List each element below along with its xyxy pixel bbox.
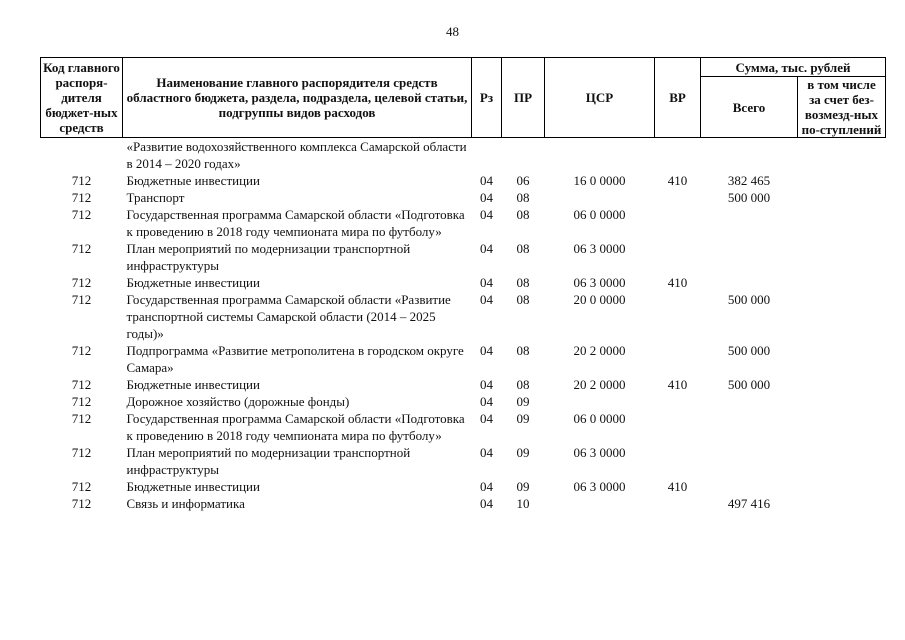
cell-total: 500 000: [727, 377, 771, 392]
cell-name: Связь и информатика: [126, 496, 245, 511]
cell-code: 712: [71, 241, 92, 256]
table-row: [41, 495, 886, 512]
cell-code: 712: [71, 479, 92, 494]
cell-total: [701, 444, 798, 478]
cell-total: 500 000: [727, 292, 771, 307]
table-header: [41, 58, 886, 138]
header-name: Наименование главного распорядителя средств областного бюджета, раздела, подраздела, целевой статьи, подгруппы видов расходов: [123, 58, 472, 138]
cell-csr: [545, 189, 655, 206]
cell-rz: 04: [480, 207, 493, 222]
cell-incl: [798, 444, 886, 478]
cell-code: 712: [71, 292, 92, 307]
cell-incl: [798, 274, 886, 291]
table-row: [41, 444, 886, 478]
cell-csr: 16 0 0000: [573, 173, 626, 188]
cell-vr: [655, 342, 701, 376]
cell-vr: [655, 291, 701, 342]
cell-csr: [545, 495, 655, 512]
cell-pr: [502, 138, 545, 173]
header-incl: в том числе за счет без-возмезд-ных по-ступлений: [798, 77, 886, 138]
cell-incl: [798, 189, 886, 206]
cell-total: [701, 478, 798, 495]
cell-pr: 08: [516, 377, 530, 392]
table-body: [41, 138, 886, 513]
cell-incl: [798, 478, 886, 495]
cell-total: 382 465: [727, 173, 771, 188]
cell-rz: 04: [480, 190, 493, 205]
cell-vr: [655, 189, 701, 206]
cell-incl: [798, 376, 886, 393]
cell-rz: 04: [480, 343, 493, 358]
cell-vr: [655, 393, 701, 410]
cell-total: 500 000: [727, 190, 771, 205]
cell-total: [701, 206, 798, 240]
cell-incl: [798, 172, 886, 189]
cell-csr: 06 0 0000: [573, 207, 626, 222]
cell-vr: [655, 444, 701, 478]
cell-pr: 08: [516, 275, 530, 290]
cell-rz: [472, 138, 502, 173]
cell-name: Подпрограмма «Развитие метрополитена в городском округе Самара»: [126, 343, 464, 375]
cell-incl: [798, 342, 886, 376]
cell-vr: 410: [667, 377, 688, 392]
cell-rz: 04: [480, 275, 493, 290]
cell-csr: 20 2 0000: [573, 377, 626, 392]
cell-pr: 08: [516, 190, 530, 205]
cell-vr: 410: [667, 173, 688, 188]
cell-pr: 09: [516, 394, 530, 409]
cell-rz: 04: [480, 292, 493, 307]
cell-vr: [655, 206, 701, 240]
header-pr: ПР: [502, 58, 545, 138]
table-row: [41, 189, 886, 206]
cell-csr: [545, 138, 655, 173]
cell-code: 712: [71, 394, 92, 409]
cell-code: 712: [71, 496, 92, 511]
table-row: [41, 410, 886, 444]
table-row: [41, 274, 886, 291]
cell-rz: 04: [480, 479, 493, 494]
cell-code: 712: [71, 411, 92, 426]
budget-table: [40, 57, 886, 512]
cell-incl: [798, 240, 886, 274]
cell-name: Бюджетные инвестиции: [126, 173, 260, 188]
cell-code: [41, 138, 123, 173]
cell-total: [701, 393, 798, 410]
cell-vr: 410: [667, 275, 688, 290]
table-row: [41, 206, 886, 240]
cell-csr: 06 0 0000: [573, 411, 626, 426]
table-row: [41, 172, 886, 189]
cell-rz: 04: [480, 394, 493, 409]
header-sum: Сумма, тыс. рублей: [701, 58, 886, 77]
cell-csr: 06 3 0000: [573, 275, 626, 290]
cell-code: 712: [71, 343, 92, 358]
page-number: 48: [446, 24, 459, 39]
cell-csr: [545, 393, 655, 410]
cell-incl: [798, 410, 886, 444]
cell-vr: 410: [667, 479, 688, 494]
table-row: [41, 291, 886, 342]
cell-code: 712: [71, 275, 92, 290]
cell-name: План мероприятий по модернизации транспортной инфраструктуры: [126, 445, 411, 477]
cell-total: [701, 138, 798, 173]
cell-vr: [655, 495, 701, 512]
table-row: [41, 478, 886, 495]
cell-total: 497 416: [727, 496, 771, 511]
cell-pr: 09: [516, 479, 530, 494]
cell-incl: [798, 291, 886, 342]
cell-incl: [798, 206, 886, 240]
cell-rz: 04: [480, 241, 493, 256]
cell-name: Дорожное хозяйство (дорожные фонды): [126, 394, 350, 409]
cell-name: «Развитие водохозяйственного комплекса Самарской области в 2014 – 2020 годах»: [126, 139, 467, 171]
cell-incl: [798, 138, 886, 173]
cell-pr: 09: [516, 445, 530, 460]
cell-rz: 04: [480, 411, 493, 426]
cell-pr: 08: [516, 343, 530, 358]
cell-rz: 04: [480, 496, 493, 511]
cell-total: 500 000: [727, 343, 771, 358]
header-total: Всего: [701, 77, 798, 138]
cell-pr: 08: [516, 292, 530, 307]
header-csr: ЦСР: [545, 58, 655, 138]
cell-name: Бюджетные инвестиции: [126, 479, 260, 494]
cell-code: 712: [71, 377, 92, 392]
cell-pr: 08: [516, 241, 530, 256]
cell-total: [701, 274, 798, 291]
header-code: Код главного распоря-дителя бюджет-ных средств: [41, 58, 123, 138]
header-rz: Рз: [472, 58, 502, 138]
cell-rz: 04: [480, 445, 493, 460]
cell-name: Государственная программа Самарской области «Развитие транспортной системы Самарской области (2014 – 2025 годы)»: [126, 292, 451, 341]
cell-vr: [655, 240, 701, 274]
cell-pr: 10: [516, 496, 530, 511]
cell-total: [701, 240, 798, 274]
cell-csr: 06 3 0000: [573, 479, 626, 494]
cell-incl: [798, 393, 886, 410]
cell-total: [701, 410, 798, 444]
cell-csr: 20 2 0000: [573, 343, 626, 358]
cell-pr: 08: [516, 207, 530, 222]
table-row: [41, 342, 886, 376]
header-vr: ВР: [655, 58, 701, 138]
cell-name: Бюджетные инвестиции: [126, 377, 260, 392]
cell-vr: [655, 138, 701, 173]
cell-code: 712: [71, 173, 92, 188]
cell-name: Транспорт: [126, 190, 185, 205]
cell-vr: [655, 410, 701, 444]
cell-code: 712: [71, 445, 92, 460]
cell-name: План мероприятий по модернизации транспортной инфраструктуры: [126, 241, 411, 273]
cell-csr: 06 3 0000: [573, 445, 626, 460]
table-row: [41, 240, 886, 274]
table-row: [41, 138, 886, 173]
cell-rz: 04: [480, 173, 493, 188]
table-row: [41, 393, 886, 410]
cell-csr: 20 0 0000: [573, 292, 626, 307]
cell-name: Бюджетные инвестиции: [126, 275, 260, 290]
cell-incl: [798, 495, 886, 512]
cell-code: 712: [71, 207, 92, 222]
cell-code: 712: [71, 190, 92, 205]
cell-pr: 09: [516, 411, 530, 426]
cell-name: Государственная программа Самарской области «Подготовка к проведению в 2018 году чемпионата мира по футболу»: [126, 411, 465, 443]
cell-pr: 06: [516, 173, 530, 188]
table-row: [41, 376, 886, 393]
cell-rz: 04: [480, 377, 493, 392]
cell-csr: 06 3 0000: [573, 241, 626, 256]
cell-name: Государственная программа Самарской области «Подготовка к проведению в 2018 году чемпионата мира по футболу»: [126, 207, 465, 239]
